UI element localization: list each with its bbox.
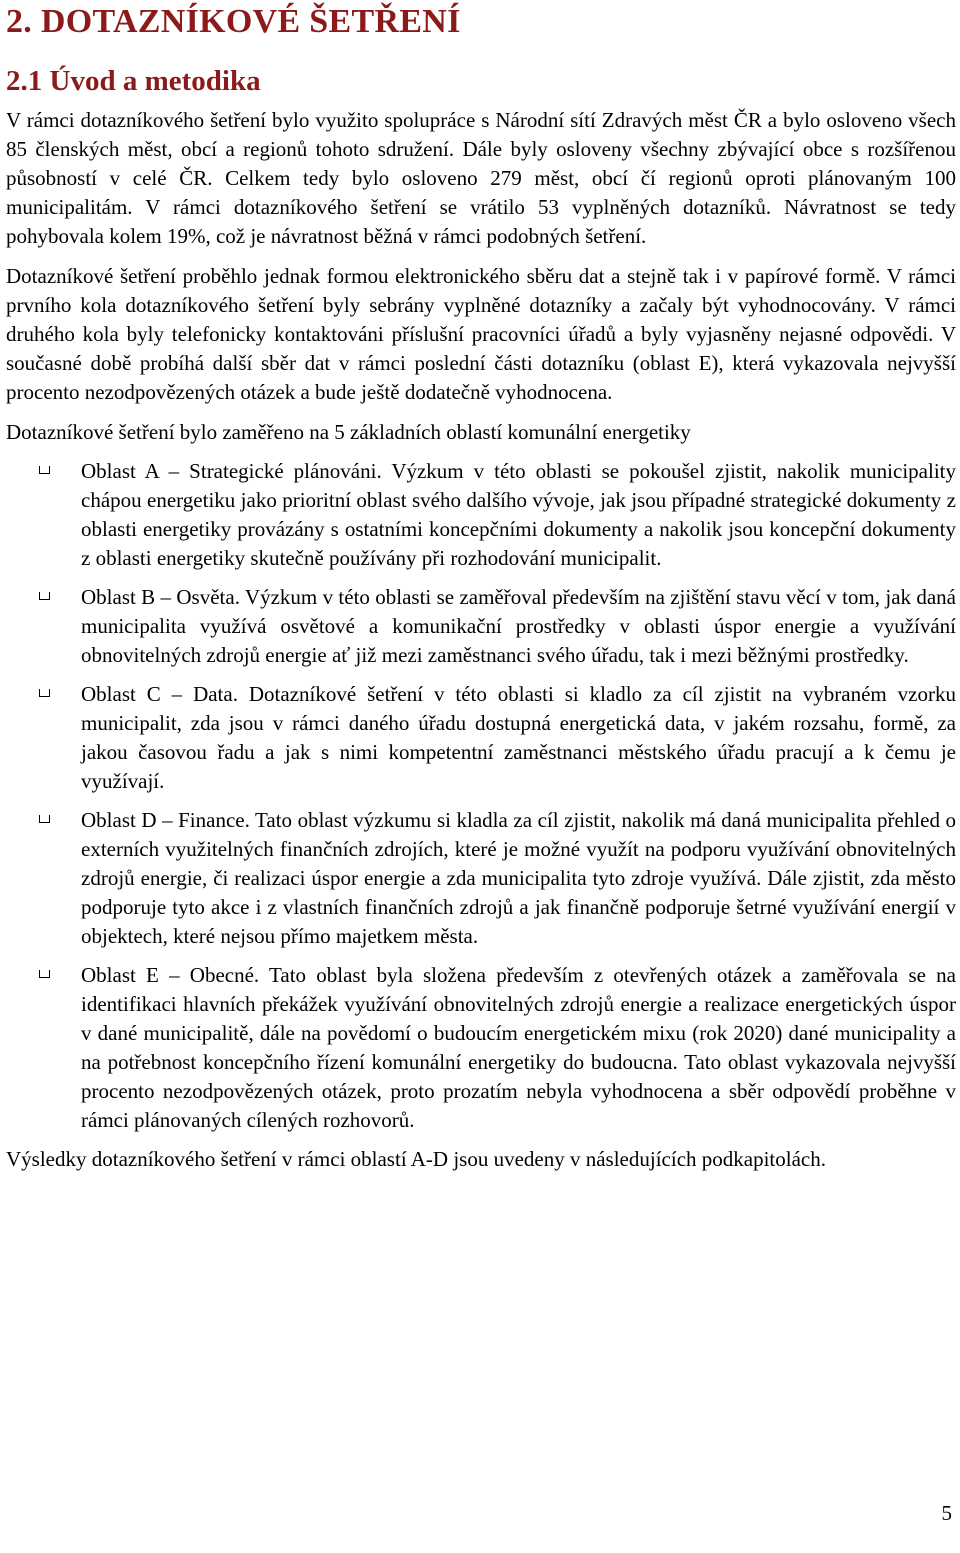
bullet-icon xyxy=(39,815,50,823)
list-item xyxy=(6,457,956,573)
paragraph-method: Dotazníkové šetření proběhlo jednak formou elektronického sběru dat a stejně tak i v papírové formě. V rámci prvního kola dotazníkového šetření byly sebrány vyplněné dotazníky a začaly být vyhodnocovány. V rámci druhého kola byly telefonicky kontaktováni příslušní pracovníci úřadů a byly vyjasněny nejasné odpovědi. V současné době probíhá další sběr dat v rámci poslední části dotazníku (oblast E), která vykazovala nejvyšší procento nezodpovězených otázek a bude ještě dodatečně vyhodnocena. xyxy=(6,264,956,404)
bullet-icon xyxy=(39,689,50,697)
list-item xyxy=(6,961,956,1135)
paragraph-closing: Výsledky dotazníkového šetření v rámci oblastí A-D jsou uvedeny v následujících podkapitolách. xyxy=(6,1147,826,1171)
list-item xyxy=(6,680,956,796)
paragraph-intro: V rámci dotazníkového šetření bylo využito spolupráce s Národní sítí Zdravých měst ČR a bylo osloveno všech 85 členských měst, obcí a regionů tohoto sdružení. Dále byly osloveny všechny zbývající obce s rozšířenou působností v celé ČR. Celkem tedy bylo osloveno 279 měst, obcí čí regionů oproti plánovaným 100 municipalitám. V rámci dotazníkového šetření se vrátilo 53 vyplněných dotazníků. Návratnost se tedy pohybovala kolem 19%, což je návratnost běžná v rámci podobných šetření. xyxy=(6,108,956,248)
section-heading: 2.1 Úvod a metodika xyxy=(6,65,261,97)
area-e-text: Oblast E – Obecné. Tato oblast byla složena především z otevřených otázek a zaměřovala se na identifikaci hlavních překážek využívání obnovitelných zdrojů energie a realizace energetických úspor v dané municipalitě, dále na povědomí o budoucím energetickém mixu (rok 2020) dané municipality a na potřebnost koncepčního řízení komunální energetiky do budoucna. Tato oblast vykazovala nejvyšší procento nezodpovězených otázek, proto prozatím nebyla vyhodnocena a sběr odpovědí proběhne v rámci plánovaných cílených rozhovorů. xyxy=(81,963,956,1132)
area-c-text: Oblast C – Data. Dotazníkové šetření v této oblasti si kladlo za cíl zjistit na vybraném vzorku municipalit, zda jsou v rámci daného úřadu dostupná energetická data, v jakém rozsahu, formě, za jakou časovou řadu a jak s nimi kompetentní zaměstnanci městského úřadu pracují a k čemu je využívají. xyxy=(81,682,956,793)
areas-list xyxy=(6,457,956,1135)
area-d-text: Oblast D – Finance. Tato oblast výzkumu si kladla za cíl zjistit, nakolik má daná municipalita přehled o externích využitelných finančních zdrojích, které je možné využít na podporu využívání obnovitelných zdrojů energie, či realizaci úspor energie a zda municipalita tyto zdroje využívá. Dále zjistit, zda město podporuje tyto akce i z vlastních finančních zdrojů a jak finančně podporuje šetrné využívání energií v objektech, které nejsou přímo majetkem města. xyxy=(81,808,956,948)
list-item xyxy=(6,806,956,951)
bullet-icon xyxy=(39,466,50,474)
paragraph-areas-lead: Dotazníkové šetření bylo zaměřeno na 5 základních oblastí komunální energetiky xyxy=(6,420,691,444)
area-a-text: Oblast A – Strategické plánováni. Výzkum v této oblasti se pokoušel zjistit, nakolik municipality chápou energetiku jako prioritní oblast svého dalšího vývoje, jak jsou případné strategické dokumenty z oblasti energetiky provázány s ostatními koncepčními dokumenty a nakolik jsou koncepční dokumenty z oblasti energetiky skutečně používány při rozhodování municipalit. xyxy=(81,459,956,570)
chapter-heading: 2. DOTAZNÍKOVÉ ŠETŘENÍ xyxy=(6,3,461,40)
bullet-icon xyxy=(39,970,50,978)
page-number: 5 xyxy=(941,1501,952,1525)
area-b-text: Oblast B – Osvěta. Výzkum v této oblasti se zaměřoval především na zjištění stavu věcí v tom, jak daná municipalita využívá osvětové a komunikační prostředky v oblasti úspor energie a využívání obnovitelných zdrojů energie ať již mezi zaměstnanci svého úřadu, tak i mezi běžnými prostředky. xyxy=(81,585,956,667)
list-item xyxy=(6,583,956,670)
bullet-icon xyxy=(39,592,50,600)
document-page xyxy=(6,0,956,1174)
